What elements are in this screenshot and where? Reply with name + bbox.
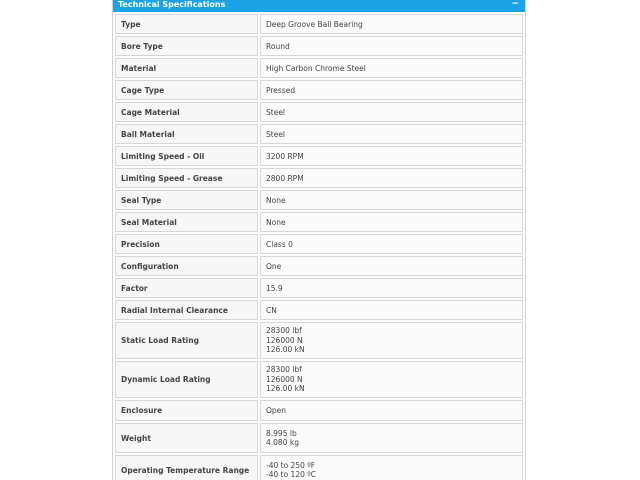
spec-row-radial-internal-clearance [115,300,523,320]
spec-label: Seal Material [115,212,258,232]
spec-row-limiting-speed-grease [115,168,523,188]
spec-value-line: -40 to 250 ºF [266,460,316,470]
spec-row-bore-type [115,36,523,56]
spec-row-cage-type [115,80,523,100]
spec-value-line: 4.080 kg [266,438,299,447]
spec-value: None [260,190,523,210]
spec-value: 3200 RPM [260,146,523,166]
panel-header[interactable] [113,0,525,12]
spec-value: Open [260,400,523,421]
spec-label: Type [115,14,258,34]
spec-value [260,322,523,359]
spec-row-type [115,14,523,34]
spec-row-enclosure [115,400,523,421]
spec-label: Operating Temperature Range [115,455,258,480]
spec-label: Material [115,58,258,78]
spec-label: Static Load Rating [115,322,258,359]
spec-value [260,423,523,453]
spec-value: Class 0 [260,234,523,254]
spec-label: Radial Internal Clearance [115,300,258,320]
spec-row-weight [115,423,523,453]
spec-row-static-load-rating [115,322,523,359]
spec-value: Pressed [260,80,523,100]
panel-title: Technical Specifications [118,0,226,9]
spec-label: Enclosure [115,400,258,421]
spec-value: High Carbon Chrome Steel [260,58,523,78]
spec-row-precision [115,234,523,254]
spec-value: None [260,212,523,232]
spec-value [260,361,523,398]
spec-label: Factor [115,278,258,298]
spec-value: Deep Groove Ball Bearing [260,14,523,34]
spec-label: Cage Material [115,102,258,122]
spec-row-seal-material [115,212,523,232]
spec-value: Steel [260,102,523,122]
spec-value-line: 126000 N [266,335,303,345]
spec-label: Limiting Speed - Oil [115,146,258,166]
spec-row-ball-material [115,124,523,144]
spec-row-material [115,58,523,78]
spec-row-limiting-speed-oil [115,146,523,166]
spec-value-line: 126.00 kN [266,384,305,394]
spec-value: 15.9 [260,278,523,298]
spec-row-configuration [115,256,523,276]
spec-label: Configuration [115,256,258,276]
spec-value-line: 28300 lbf [266,365,302,375]
spec-label: Precision [115,234,258,254]
spec-row-operating-temperature-range [115,455,523,480]
spec-label: Limiting Speed - Grease [115,168,258,188]
spec-label: Ball Material [115,124,258,144]
spec-value: CN [260,300,523,320]
spec-value [260,455,523,480]
spec-value-line: 8.995 lb [266,428,297,438]
spec-row-seal-type [115,190,523,210]
technical-specifications-panel [112,0,526,480]
spec-row-dynamic-load-rating [115,361,523,398]
spec-row-factor [115,278,523,298]
spec-value: Round [260,36,523,56]
spec-value: One [260,256,523,276]
spec-label: Cage Type [115,80,258,100]
spec-label: Bore Type [115,36,258,56]
spec-value: Steel [260,124,523,144]
spec-label: Weight [115,423,258,453]
spec-value-line: -40 to 120 ºC [266,470,317,479]
spec-label: Dynamic Load Rating [115,361,258,398]
spec-value-line: 28300 lbf [266,326,302,336]
spec-table [115,14,523,480]
spec-value-line: 126000 N [266,374,303,384]
spec-label: Seal Type [115,190,258,210]
collapse-icon[interactable]: − [511,0,519,9]
spec-value-line: 126.00 kN [266,345,305,355]
spec-value: 2800 RPM [260,168,523,188]
spec-row-cage-material [115,102,523,122]
